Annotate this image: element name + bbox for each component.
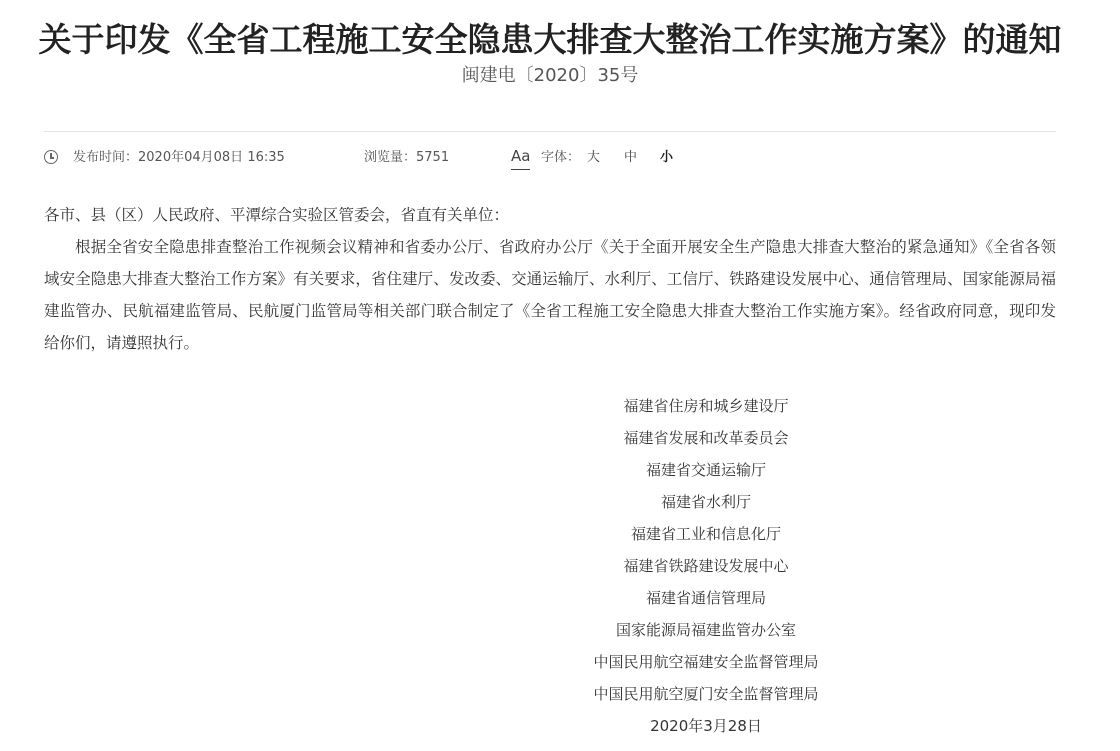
signatory: 福建省铁路建设发展中心 xyxy=(623,557,789,575)
view-count xyxy=(364,146,449,170)
signatory: 福建省水利厅 xyxy=(660,493,751,511)
article-meta-bar xyxy=(44,146,1056,170)
document-number: 闽建电〔2020〕35号 xyxy=(461,65,639,86)
publish-time-label: 发布时间： xyxy=(73,150,139,165)
clock-icon xyxy=(44,150,58,164)
header-divider xyxy=(44,131,1056,132)
salutation: 各市、县（区）人民政府、平潭综合实验区管委会，省直有关单位： xyxy=(44,206,510,224)
signatory: 国家能源局福建监管办公室 xyxy=(615,621,796,639)
view-count-value: 5751 xyxy=(416,150,450,165)
view-count-label: 浏览量： xyxy=(364,150,417,165)
article-body xyxy=(44,199,1056,359)
font-size-large-button[interactable]: 大 xyxy=(587,150,601,165)
signatory: 福建省交通运输厅 xyxy=(645,461,766,479)
signatory: 福建省住房和城乡建设厅 xyxy=(623,397,789,415)
body-paragraph: 根据全省安全隐患排查整治工作视频会议精神和省委办公厅、省政府办公厅《关于全面开展安全生产隐患大排查大整治的紧急通知》《全省各领域安全隐患大排查大整治工作方案》有关要求，省住建厅、发改委、交通运输厅、水利厅、工信厅、铁路建设发展中心、通信管理局、国家能源局福建监管办、民航福建监管局、民航厦门监管局等相关部门联合制定了《全省工程施工安全隐患大排查大整治工作实施方案》。经省政府同意，现印发给你们，请遵照执行。 xyxy=(44,238,1056,352)
article-title: 关于印发《全省工程施工安全隐患大排查大整治工作实施方案》的通知 xyxy=(38,20,1062,59)
signatory: 中国民用航空福建安全监督管理局 xyxy=(593,653,819,671)
signatory: 福建省工业和信息化厅 xyxy=(630,525,781,543)
document-date: 2020年3月28日 xyxy=(650,717,762,735)
font-size-medium-button[interactable]: 中 xyxy=(624,150,638,165)
publish-time-value: 2020年04月08日 16:35 xyxy=(138,150,285,165)
font-size-icon: Aa xyxy=(511,146,530,170)
publish-time xyxy=(73,146,285,170)
signatory: 中国民用航空厦门安全监督管理局 xyxy=(593,685,819,703)
signatory: 福建省发展和改革委员会 xyxy=(623,429,789,447)
font-size-small-button[interactable]: 小 xyxy=(660,150,674,165)
font-size-label: 字体： xyxy=(541,150,581,165)
signatory: 福建省通信管理局 xyxy=(645,589,766,607)
signatory-list xyxy=(580,390,832,742)
